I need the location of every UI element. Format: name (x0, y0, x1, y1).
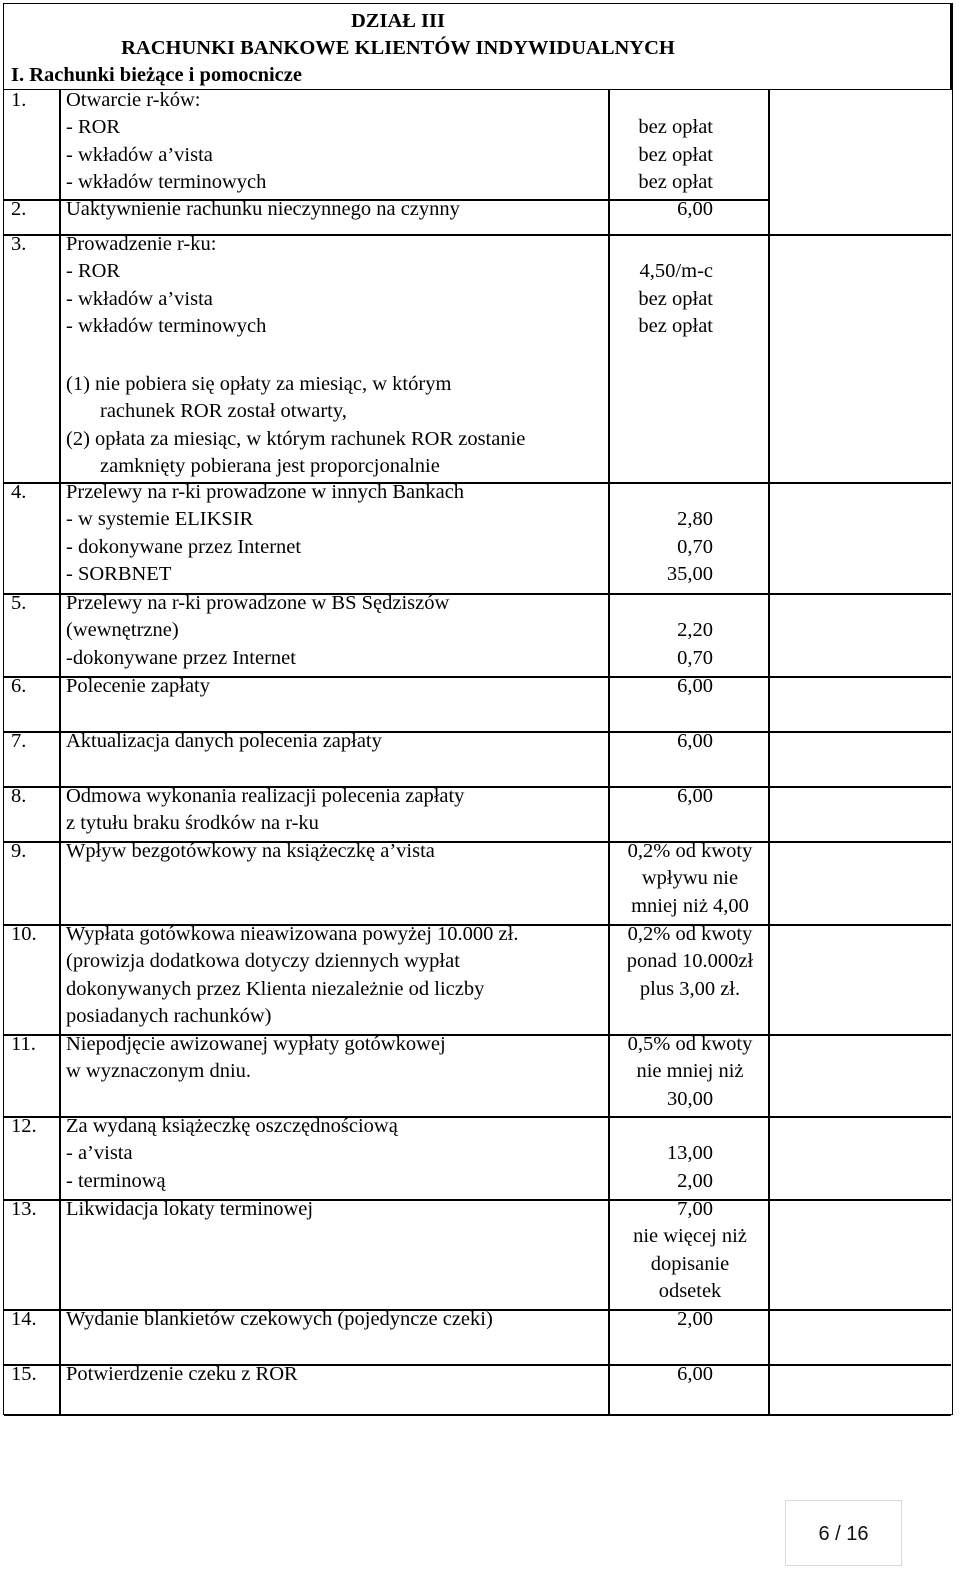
row-value: ponad 10.000zł (626, 950, 754, 973)
row-value: mniej niż 4,00 (631, 894, 749, 917)
row-value: bez opłat (638, 170, 713, 193)
row-value: bez opłat (638, 143, 713, 166)
row-value: odsetek (658, 1279, 722, 1302)
row-note: (2) opłata za miesiąc, w którym rachunek ROR zostanie (66, 427, 526, 450)
row-description: - SORBNET (66, 562, 172, 585)
row-value: bez opłat (638, 287, 713, 310)
row-number: 4. (11, 481, 27, 503)
row-description: Niepodjęcie awizowanej wypłaty gotówkowej (66, 1033, 446, 1055)
row-value: 2,20 (677, 619, 713, 642)
row-value: 2,00 (677, 1169, 713, 1192)
table-title: RACHUNKI BANKOWE KLIENTÓW INDYWIDUALNYCH (121, 37, 675, 59)
row-number: 8. (11, 785, 27, 807)
row-value: 2,80 (677, 508, 713, 531)
row-value: bez opłat (638, 116, 713, 139)
row-description: dokonywanych przez Klienta niezależnie od liczby (66, 977, 485, 1000)
row-number: 1. (11, 89, 27, 111)
row-description: (wewnętrzne) (66, 619, 179, 642)
value-column-divider (608, 89, 610, 1414)
row-note: zamknięty pobierana jest proporcjonalnie (100, 454, 440, 477)
row-description: Przelewy na r-ki prowadzone w BS Sędziszów (66, 592, 450, 614)
row-description: - ROR (66, 116, 121, 139)
row-value: 6,00 (677, 675, 713, 697)
row-description: - a’vista (66, 1142, 133, 1165)
row-value: 6,00 (677, 785, 713, 807)
row-value: 0,70 (677, 646, 713, 669)
header-right-divider (950, 4, 952, 89)
row-description: w wyznaczonym dniu. (66, 1060, 252, 1083)
row-number: 11. (11, 1033, 36, 1055)
row-value: dopisanie (650, 1252, 730, 1275)
row-value: 13,00 (666, 1142, 713, 1165)
row-description: -dokonywane przez Internet (66, 646, 296, 669)
table-header (4, 4, 952, 90)
row-description: - ROR (66, 260, 121, 283)
row-description: Potwierdzenie czeku z ROR (66, 1363, 298, 1385)
row-number: 14. (11, 1308, 37, 1330)
row-description: - wkładów a’vista (66, 143, 213, 166)
row-value: 7,00 (677, 1198, 713, 1220)
row-description: Likwidacja lokaty terminowej (66, 1198, 314, 1220)
row-number: 13. (11, 1198, 37, 1220)
row-value: plus 3,00 zł. (639, 977, 741, 1000)
row-value: 6,00 (677, 730, 713, 752)
row-number: 12. (11, 1115, 37, 1137)
row-description: Wydanie blankietów czekowych (pojedyncze czeki) (66, 1308, 493, 1330)
row-value: nie mniej niż (636, 1060, 744, 1083)
row-value: 6,00 (677, 198, 713, 220)
row-number: 15. (11, 1363, 37, 1385)
row-description: Uaktywnienie rachunku nieczynnego na czynny (66, 198, 460, 220)
row-description: (prowizja dodatkowa dotyczy dziennych wypłat (66, 950, 460, 973)
row-description: - terminową (66, 1169, 166, 1192)
row-description: - wkładów a’vista (66, 287, 213, 310)
page-number: 6 / 16 (785, 1500, 902, 1566)
row-description: Odmowa wykonania realizacji polecenia zapłaty (66, 785, 465, 807)
row-value: 0,2% od kwoty (627, 923, 753, 945)
row-description: Aktualizacja danych polecenia zapłaty (66, 730, 382, 752)
row-value: nie więcej niż (633, 1225, 747, 1248)
row-description: - w systemie ELIKSIR (66, 508, 254, 531)
number-column-divider (59, 89, 61, 1414)
row-number: 6. (11, 675, 27, 697)
row-note: rachunek ROR został otwarty, (100, 400, 347, 423)
row-note: (1) nie pobiera się opłaty za miesiąc, w którym (66, 373, 452, 395)
row-number: 5. (11, 592, 27, 614)
row-number: 7. (11, 730, 27, 752)
row-value: 30,00 (666, 1087, 714, 1110)
row-number: 2. (11, 198, 27, 220)
row-number: 10. (11, 923, 37, 945)
row-value: wpływu nie (641, 867, 739, 890)
row-value: 0,5% od kwoty (627, 1033, 753, 1055)
row-description: Prowadzenie r-ku: (66, 233, 217, 255)
row-value: 4,50/m-c (639, 260, 713, 283)
row-description: Wypłata gotówkowa nieawizowana powyżej 10.000 zł. (66, 923, 519, 945)
row-description: Polecenie zapłaty (66, 675, 211, 697)
row-number: 9. (11, 840, 27, 862)
row-description: Przelewy na r-ki prowadzone w innych Bankach (66, 481, 465, 503)
row-description: - wkładów terminowych (66, 170, 267, 193)
row-number: 3. (11, 233, 27, 255)
row-description: Za wydaną książeczkę oszczędnościową (66, 1115, 398, 1137)
row-description: Otwarcie r-ków: (66, 89, 201, 111)
row-divider (4, 1414, 951, 1416)
row-description: posiadanych rachunków) (66, 1004, 272, 1027)
row-value: 0,2% od kwoty (627, 840, 753, 862)
row-value: 35,00 (666, 562, 713, 585)
row-value: 0,70 (677, 535, 713, 558)
row-description: - dokonywane przez Internet (66, 535, 302, 558)
row-description: z tytułu braku środków na r-ku (66, 812, 319, 835)
row-value: 2,00 (677, 1308, 713, 1330)
row-description: Wpływ bezgotówkowy na książeczkę a’vista (66, 840, 435, 862)
division-title: DZIAŁ III (351, 10, 445, 32)
row-value: bez opłat (638, 314, 713, 337)
extra-column-divider (768, 89, 770, 1414)
section-title: I. Rachunki bieżące i pomocnicze (11, 64, 302, 86)
row-description: - wkładów terminowych (66, 314, 267, 337)
fee-table (3, 3, 953, 1415)
row-value: 6,00 (677, 1363, 713, 1385)
